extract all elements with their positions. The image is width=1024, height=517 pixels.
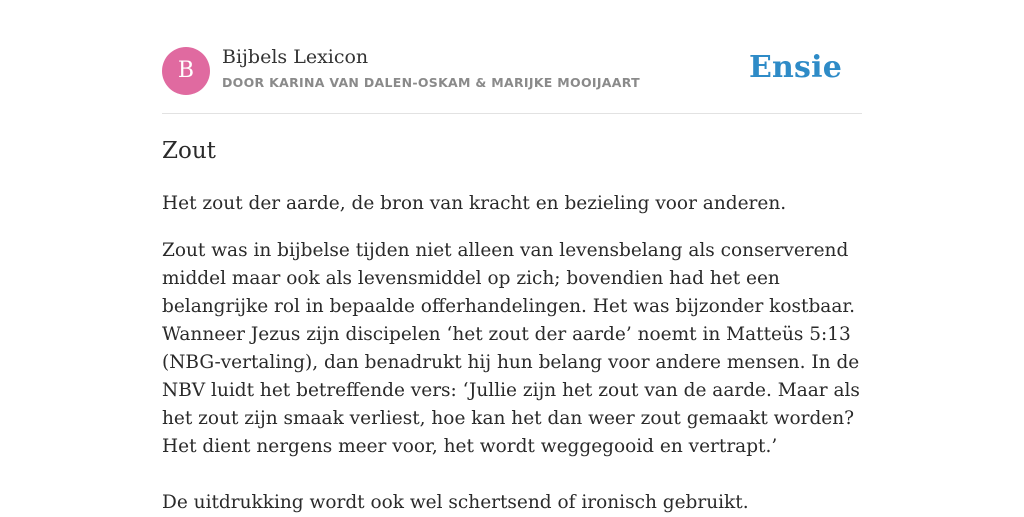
header [162, 0, 862, 114]
entry-title: Zout [162, 138, 216, 164]
entry-lead: Het zout der aarde, de bron van kracht en bezieling voor anderen. [162, 193, 787, 214]
book-avatar[interactable]: B [162, 47, 210, 95]
book-authors: DOOR KARINA VAN DALEN-OSKAM & MARIJKE MOOIJAART [222, 75, 640, 90]
entry-paragraph: De uitdrukking wordt ook wel schertsend of ironisch gebruikt. [162, 492, 749, 513]
book-title-link[interactable]: Bijbels Lexicon [222, 46, 369, 68]
entry-body [162, 237, 862, 517]
ensie-logo-link[interactable]: Ensie [748, 50, 842, 85]
page [162, 0, 862, 513]
entry-paragraph: Zout was in bijbelse tijden niet alleen van levensbelang als conserverend middel maar ook als levensmiddel op zich; bovendien had het een belangrijke rol in bepaalde offerhandelingen. Het was bijzonder kostbaar. Wanneer Jezus zijn discipelen ‘het zout der aarde’ noemt in Matteüs 5:13 (NBG-vertaling), dan benadrukt hij hun belang voor andere mensen. In de NBV luidt het betreffende vers: ‘Jullie zijn het zout van de aarde. Maar als het zout zijn smaak verliest, hoe kan het dan weer zout gemaakt worden? Het dient nergens meer voor, het wordt weggegooid en vertrapt.’ [162, 240, 860, 457]
